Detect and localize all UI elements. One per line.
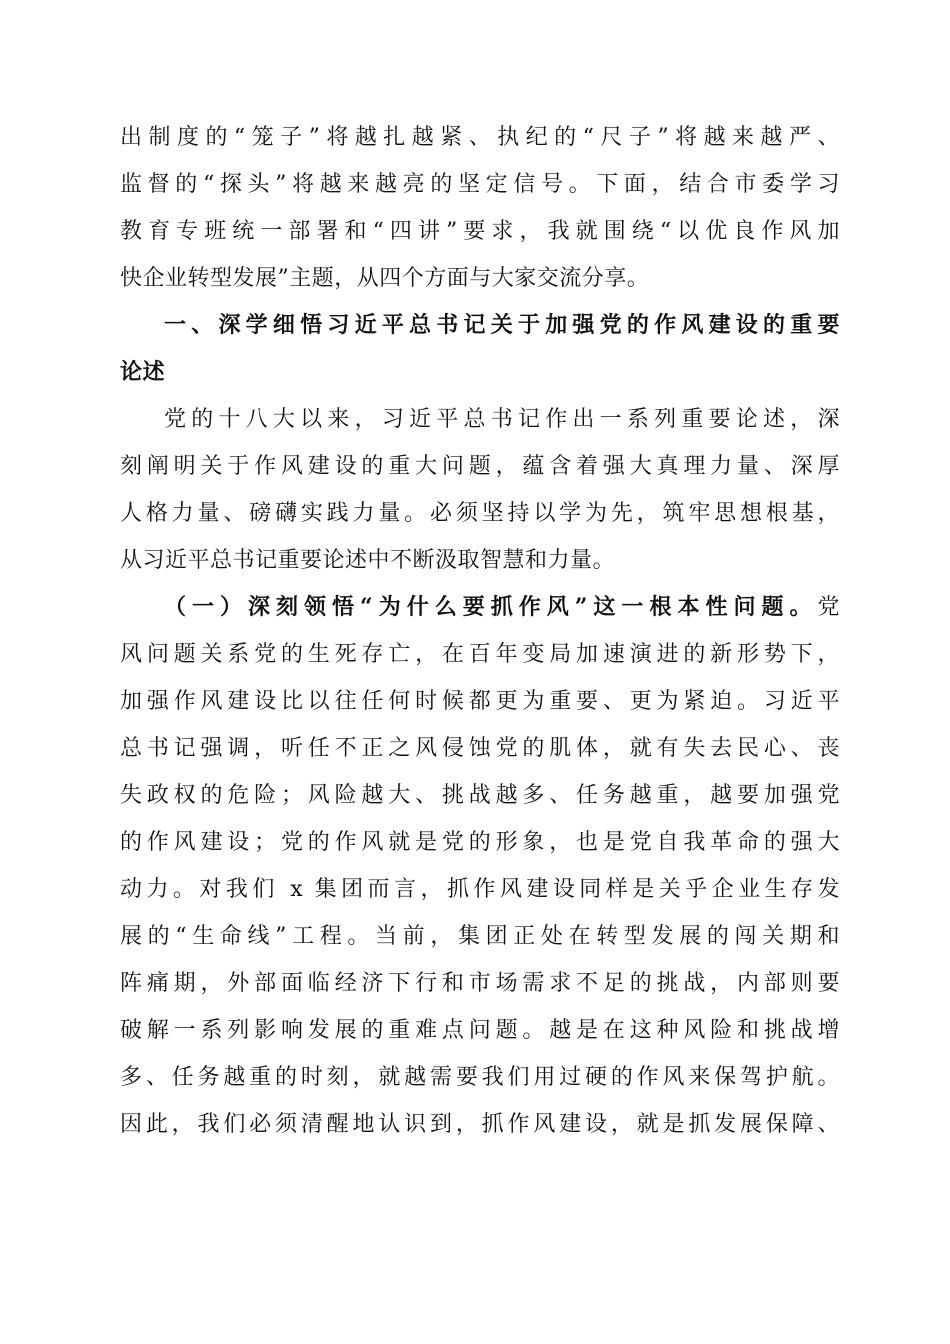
text-line: 阵痛期，外部面临经济下行和市场需求不足的挑战，内部则要 [120, 971, 840, 996]
text-line: 失政权的危险；风险越大、挑战越多、任务越重，越要加强党 [120, 783, 840, 808]
text-line: 党的十八大以来，习近平总书记作出一系列重要论述，深 [164, 407, 840, 432]
section-heading [120, 302, 840, 396]
text-line [120, 584, 840, 631]
text-line: 监督的“探头”将越来越亮的坚定信号。下面，结合市委学习 [120, 172, 840, 197]
text-line: 多、任务越重的时刻，就越需要我们用过硬的作风来保驾护航。 [120, 1065, 840, 1090]
text-line: 加强作风建设比以往任何时候都更为重要、更为紧迫。习近平 [120, 689, 840, 714]
text-fragment: 党 [817, 595, 840, 620]
text-line: 因此，我们必须清醒地认识到，抓作风建设，就是抓发展保障、 [120, 1112, 840, 1137]
text-line: 快企业转型发展”主题，从四个方面与大家交流分享。 [120, 266, 650, 291]
heading-line: 论述 [120, 360, 166, 385]
paragraph-intro [120, 114, 840, 302]
text-line: 总书记强调，听任不正之风侵蚀党的肌体，就有失去民心、丧 [120, 736, 840, 761]
text-line: 教育专班统一部署和“四讲”要求，我就围绕“以优良作风加 [120, 219, 840, 244]
paragraph-section-1 [120, 396, 840, 584]
document-body [120, 114, 840, 1148]
paragraph-subsection-1 [120, 584, 840, 1148]
text-line: 风问题关系党的生死存亡，在百年变局加速演进的新形势下， [120, 642, 840, 667]
subsection-heading: （一）深刻领悟“为什么要抓作风”这一根本性问题。 [164, 594, 818, 620]
text-line: 出制度的“笼子”将越扎越紧、执纪的“尺子”将越来越严、 [120, 125, 840, 150]
text-line: 破解一系列影响发展的重难点问题。越是在这种风险和挑战增 [120, 1018, 840, 1043]
text-line: 从习近平总书记重要论述中不断汲取智慧和力量。 [120, 548, 616, 573]
heading-line: 一、深学细悟习近平总书记关于加强党的作风建设的重要 [164, 313, 840, 338]
text-line: 人格力量、磅礴实践力量。必须坚持以学为先，筑牢思想根基， [120, 501, 840, 526]
text-line: 刻阐明关于作风建设的重大问题，蕴含着强大真理力量、深厚 [120, 454, 840, 479]
text-line: 的作风建设；党的作风就是党的形象，也是党自我革命的强大 [120, 830, 840, 855]
text-line: 展的“生命线”工程。当前，集团正处在转型发展的闯关期和 [120, 924, 840, 949]
text-line: 动力。对我们 x 集团而言，抓作风建设同样是关乎企业生存发 [120, 877, 840, 902]
